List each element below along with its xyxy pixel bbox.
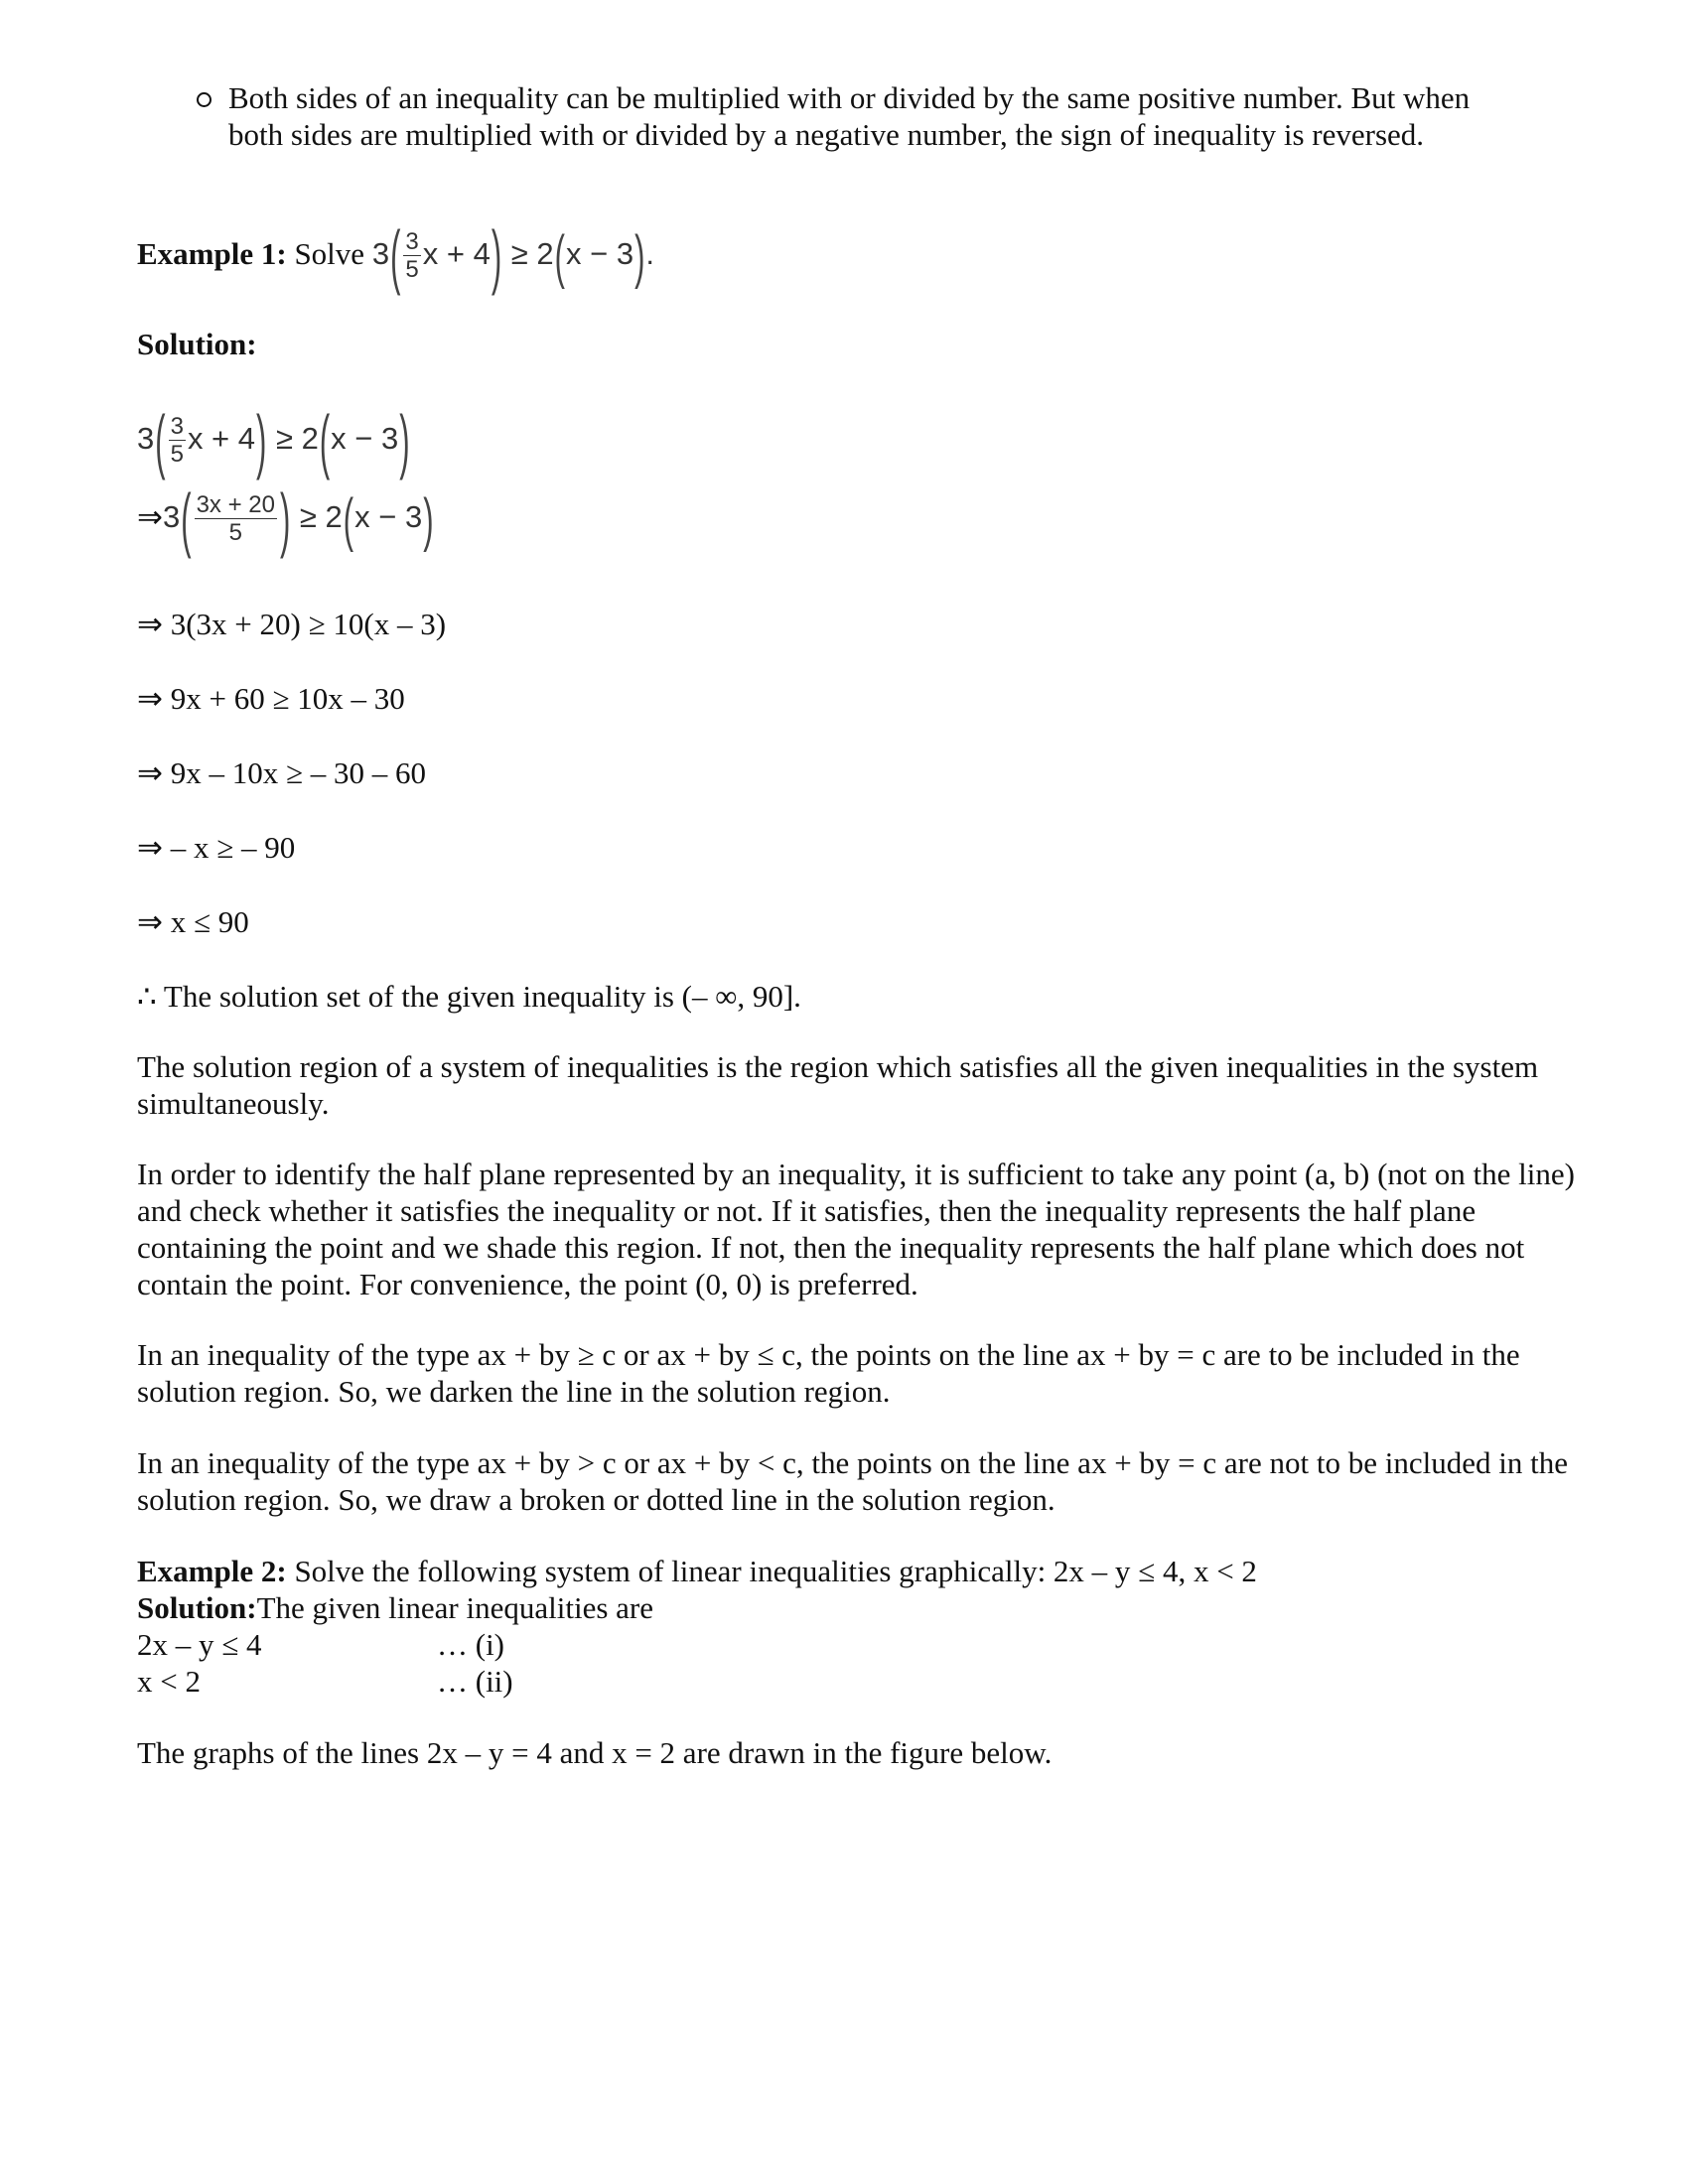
denominator: 5	[170, 441, 184, 468]
example-2-label: Example 2:	[137, 1554, 287, 1588]
numerator: 3x + 20	[196, 491, 275, 518]
coefficient: 3	[371, 236, 390, 272]
inequality-1: 2x – y ≤ 4	[137, 1627, 262, 1662]
coefficient: 3	[137, 421, 155, 457]
rhs-term: x − 3	[331, 421, 399, 457]
right-paren: )	[634, 222, 645, 290]
step-1: ⇒ 3(3x + 20) ≥ 10(x – 3)	[137, 607, 447, 641]
numerator: 3	[405, 228, 419, 255]
bullet-text: Both sides of an inequality can be multiplied with or divided by the same positive number. But when both sides are multiplied with or divided by a negative number, the sign of inequality is reversed.	[228, 80, 1471, 152]
denominator: 5	[228, 519, 242, 546]
inequality-1-tag: … (i)	[437, 1627, 505, 1662]
rhs-term: x − 3	[354, 499, 423, 535]
inequality-row-2	[137, 1663, 1597, 1700]
step-2: ⇒ 9x + 60 ≥ 10x – 30	[137, 681, 405, 716]
fraction	[169, 415, 186, 467]
left-paren: (	[319, 400, 331, 481]
right-paren: )	[256, 400, 267, 481]
right-paren: )	[399, 400, 410, 481]
left-paren: (	[390, 215, 401, 297]
period: .	[645, 236, 655, 272]
fraction	[195, 493, 277, 545]
paragraph-closed-line: In an inequality of the type ax + by ≥ c or ax + by ≤ c, the points on the line ax + by = c are to be included in the solution region. So, we darken the line in the solution region.	[137, 1337, 1520, 1409]
solution-conclusion: ∴ The solution set of the given inequality is (– ∞, 90].	[137, 979, 801, 1014]
rhs-term: x − 3	[565, 236, 634, 272]
left-paren: (	[554, 222, 565, 290]
fraction	[403, 230, 420, 282]
step-5: ⇒ x ≤ 90	[137, 904, 249, 939]
example-2-solution-label: Solution:	[137, 1590, 257, 1625]
example-1-heading	[137, 215, 1597, 297]
example-2-solution	[137, 1589, 1597, 1626]
example-2-solution-text: The given linear inequalities are	[256, 1590, 653, 1625]
solution-label: Solution:	[137, 327, 257, 361]
hollow-bullet-icon	[197, 92, 211, 107]
left-paren: (	[343, 485, 354, 553]
solution-heading	[137, 326, 1597, 362]
relation: ≥ 2	[299, 499, 343, 535]
example-1-expression	[371, 215, 655, 297]
right-paren: )	[279, 478, 291, 560]
example-1-lead: Solve	[294, 236, 365, 272]
relation: ≥ 2	[275, 421, 319, 457]
step-4: ⇒ – x ≥ – 90	[137, 830, 296, 865]
coefficient: 3	[162, 499, 181, 535]
paragraph-solution-region: The solution region of a system of inequalities is the region which satisfies all the given inequalities in the system simultaneously.	[137, 1049, 1539, 1121]
relation: ≥ 2	[510, 236, 554, 272]
closing-sentence: The graphs of the lines 2x – y = 4 and x = 2 are drawn in the figure below.	[137, 1735, 1053, 1770]
inner-term: x + 4	[422, 236, 491, 272]
numerator: 3	[170, 413, 184, 440]
example-1-label: Example 1:	[137, 236, 287, 272]
inner-term: x + 4	[187, 421, 256, 457]
example-2-text: Solve the following system of linear inequalities graphically: 2x – y ≤ 4, x < 2	[294, 1554, 1257, 1588]
equation-line-1	[137, 400, 411, 481]
bullet-item	[228, 79, 1529, 153]
right-paren: )	[423, 485, 434, 553]
left-paren: (	[155, 400, 166, 481]
left-paren: (	[181, 478, 192, 560]
paragraph-dotted-line: In an inequality of the type ax + by > c or ax + by < c, the points on the line ax + by = c are not to be included in the solution region. So, we draw a broken or dotted line in the solution region.	[137, 1445, 1568, 1517]
right-paren: )	[491, 215, 502, 297]
step-3: ⇒ 9x – 10x ≥ – 30 – 60	[137, 755, 426, 790]
inequality-2: x < 2	[137, 1664, 201, 1699]
example-2-heading	[137, 1553, 1597, 1589]
paragraph-half-plane: In order to identify the half plane represented by an inequality, it is sufficient to take any point (a, b) (not on the line) and check whether it satisfies the inequality or not. If it satisfies, then the inequality represents the half plane containing the point and we shade this region. If not, then the inequality represents the half plane which does not contain the point. For convenience, the point (0, 0) is preferred.	[137, 1157, 1575, 1301]
implies-arrow: ⇒	[137, 499, 163, 536]
inequality-row-1	[137, 1626, 1597, 1663]
denominator: 5	[405, 256, 419, 283]
equation-line-2	[137, 478, 435, 560]
inequality-2-tag: … (ii)	[437, 1664, 513, 1699]
